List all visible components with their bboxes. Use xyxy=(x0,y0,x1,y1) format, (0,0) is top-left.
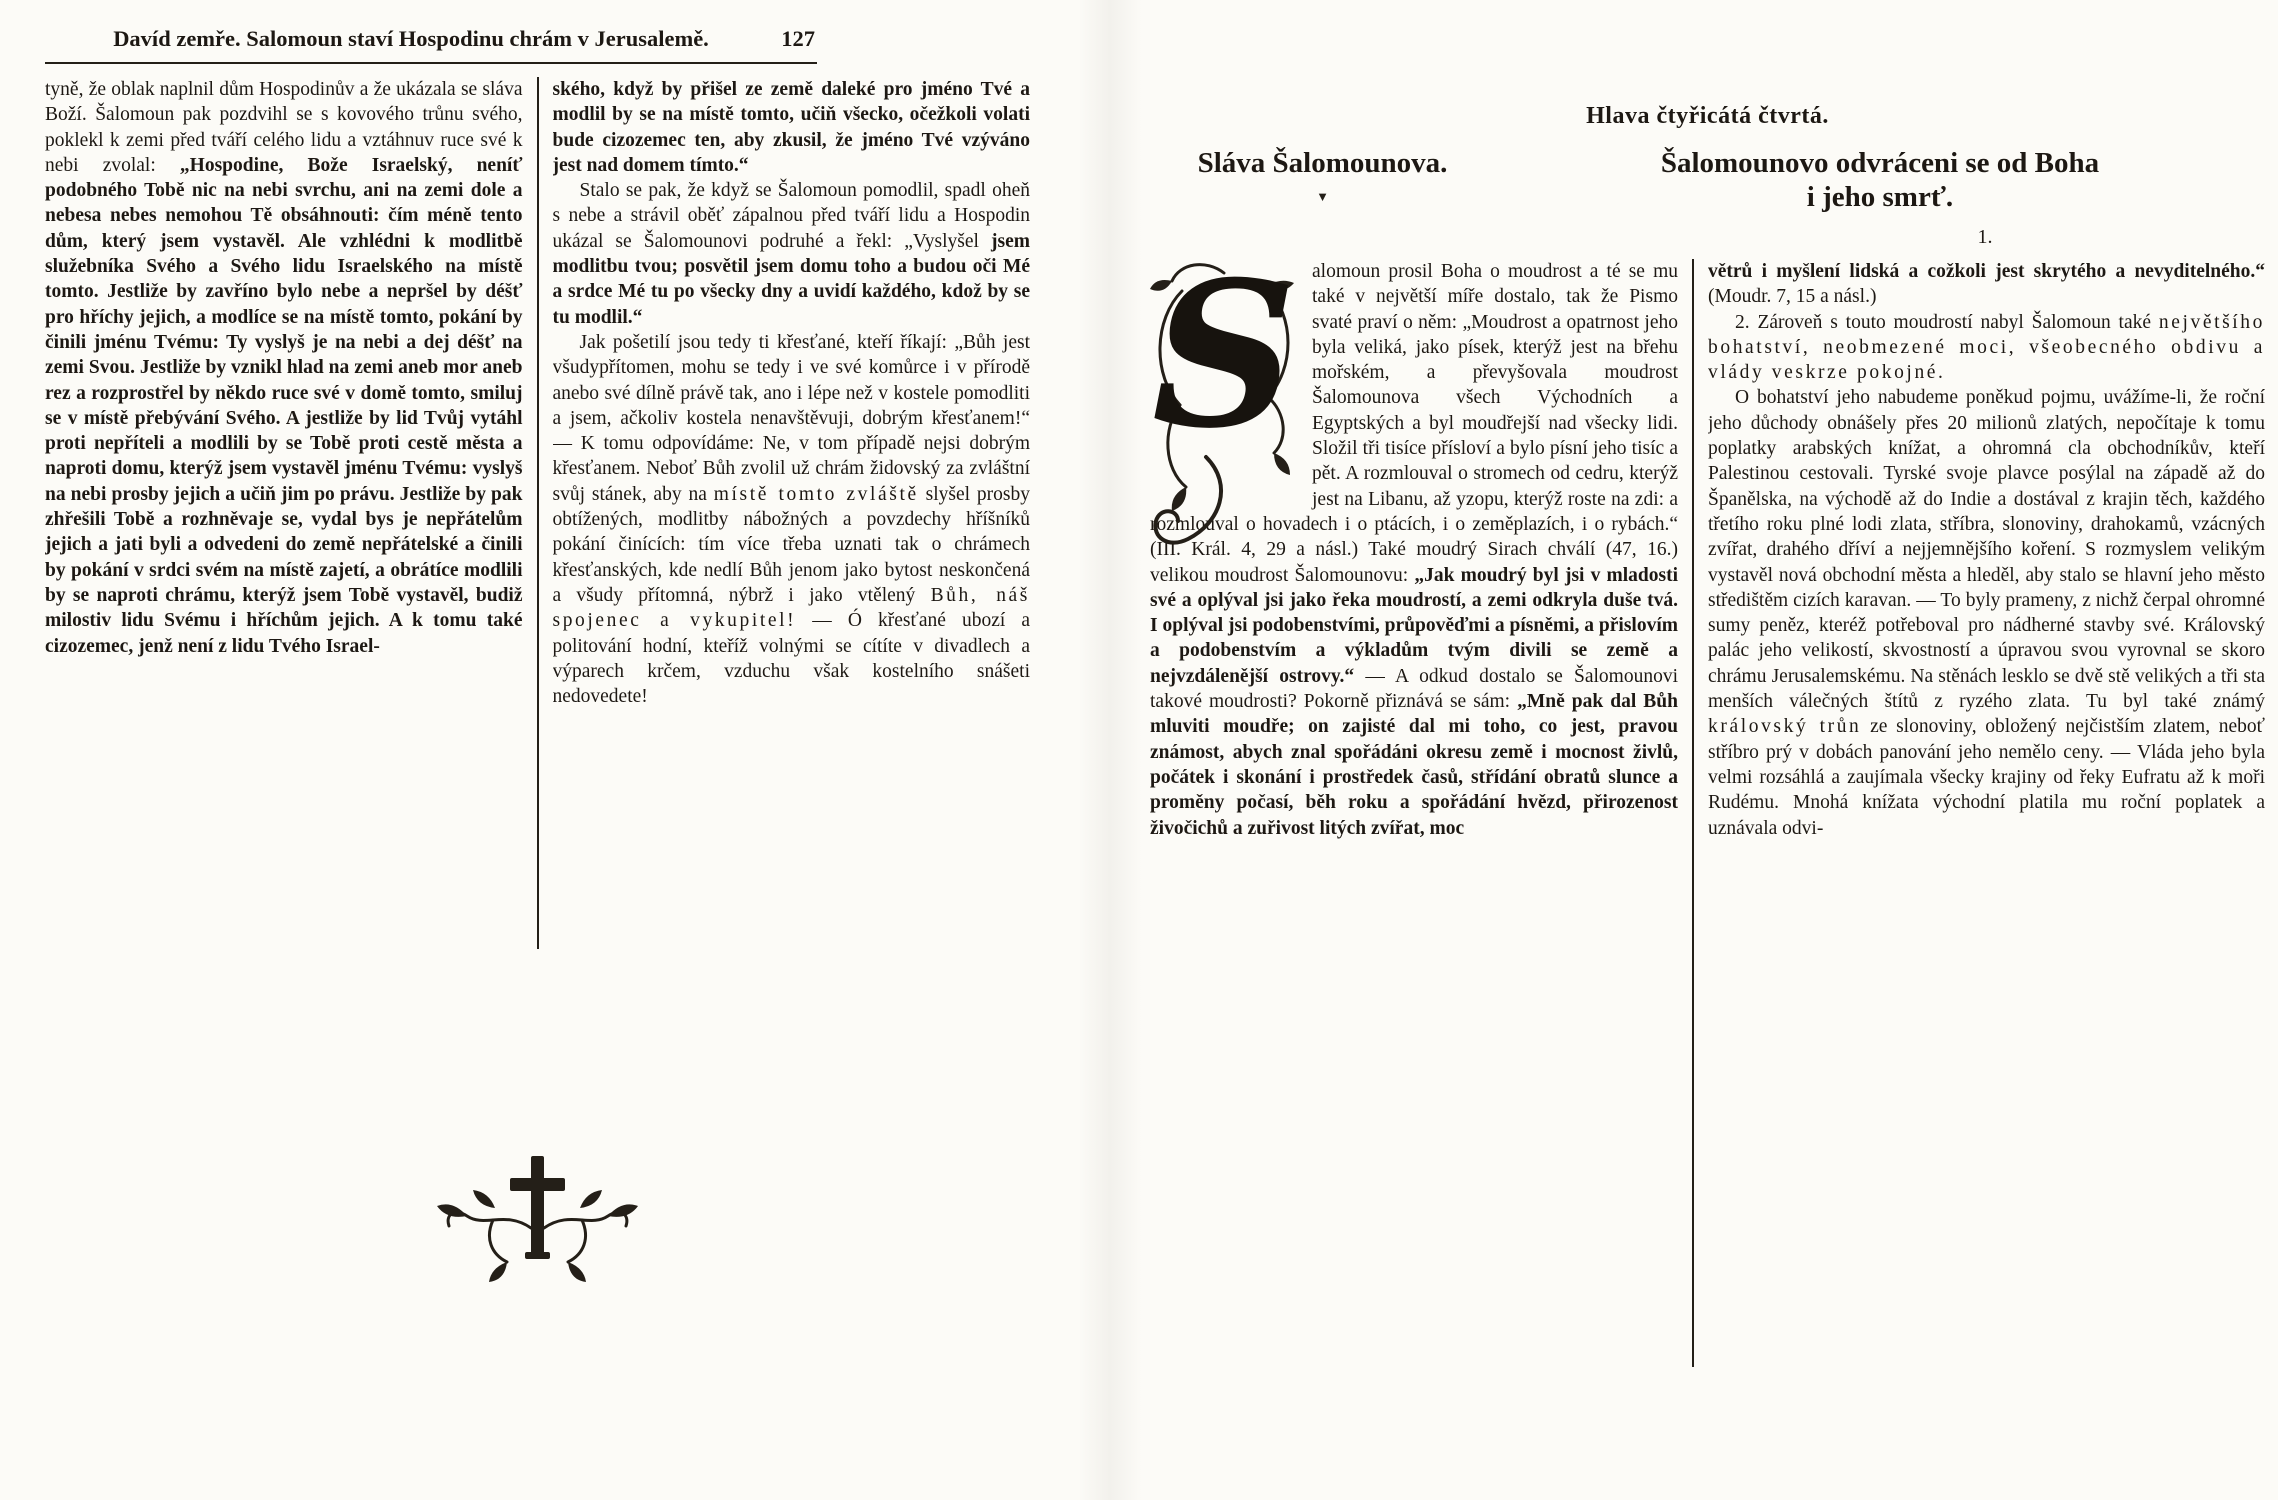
text-run: (Moudr. 7, 15 a násl.) xyxy=(1708,286,1877,308)
right-page xyxy=(1150,102,2265,1452)
right-page-column-1 xyxy=(1150,238,1678,1367)
chapter-title-left-text: Sláva Šalomounova. xyxy=(1197,147,1448,179)
text-run: 2. Zároveň s touto moudrostí nabyl Šalomoun také xyxy=(1735,311,2159,333)
chapter-title-line2: i jeho smrť. xyxy=(1806,181,1954,213)
chapter-heading: Hlava čtyřicátá čtvrtá. xyxy=(1586,103,1829,129)
text-run: O bohatství jeho nabudeme poněkud pojmu, uvážíme-li, že roční jeho důchody obnášely přes 20 milionů zlatých, nepočítaje k tomu poplatky arabských knížat, a ohromná cla obchodníkův, kteří Palestinou cestovali. Tyrské svoje plavce posýlal na západě až do Španělska, na východě až do Indie a dostával z krajin těch, každého třetího roku plné lodi zlata, stříbra, slonoviny, drahokamů, vzácných zvířat, drahého dříví a nejjemnějšího koření. S rozmyslem velikým vystavěl nová obchodní města a hleděl, aby stalo se hlavní jeho město středištěm cizích karavan. — To byly prameny, z nichž čerpal ohromné sumy peněz, kteréž potřeboval pro nádherné stavby své. Královský palác jeho velikostí, skvostností a úpravou svou vyrovnal se skoro chrámu Jerusalemskému. Na stěnách lesklo se dvě stě velikých a tři sta menších válečných štítů z ryzého zlata. Tu byl také známý xyxy=(1708,387,2265,713)
chapter-title-right xyxy=(1495,146,2265,249)
text-run: místě tomto zvláště xyxy=(713,483,919,505)
left-page-column-1 xyxy=(45,77,523,949)
page-number: 127 xyxy=(781,26,815,51)
left-page-column-2 xyxy=(553,77,1031,949)
text-run: slyšel prosby obtížených, modlitby nábožných a povzdechy hříšníků pokání činících: tím více třeba uznati tak o chrámech křesťanských, kde nedlí Bůh jenom jako bytost neskončená a všudy přítomná, nýbrž i jako vtělený xyxy=(552,483,1030,606)
dropcap-letter: S xyxy=(1151,238,1297,473)
chapter-title xyxy=(1150,146,2265,249)
running-head-title: Davíd zemře. Salomoun staví Hospodinu chrám v Jerusalemě. xyxy=(113,26,709,51)
left-page xyxy=(45,22,1030,1452)
paragraph xyxy=(1708,385,2265,840)
left-page-columns xyxy=(45,77,1030,949)
text-run: ze slonoviny, obložený nejčistším zlatem, neboť stříbro prý v dobách panování jeho nemělo ceny. — Vláda jeho byla velmi rozsáhlá a zaujímala všecky krajiny od řeky Eufratu až k moři Rudému. Mnohá knížata východní platila mu roční poplatek a uznávala odvi- xyxy=(1708,716,2265,839)
chapter-title-left xyxy=(1150,146,1495,249)
page-gutter xyxy=(1078,0,1142,1500)
text-run: Jak pošetilí jsou tedy ti křesťané, kteří říkají: „Bůh jest všudypřítomen, mohu se tedy i ve své komůrce i v přírodě anebo své dílně právě tak, ano i lépe než v kostele pomodliti a jsem, ačkoliv kostela nenavštěvuji, dobrým křesťanem!“ — K tomu odpovídáme: Ne, v tom případě nejsi dobrým křesťanem. Neboť Bůh zvolil už chrám židovský za zvláštní svůj stánek, aby na xyxy=(552,331,1030,505)
paragraph xyxy=(553,330,1031,709)
text-run: — Ó křesťané ubozí a politování hodní, kteříž volnými se cítíte v divadlech a výparech krčem, vzduchu však kostelního snášeti nedovedete! xyxy=(552,610,1030,708)
text-run: největšího bohatství, neobmezené moci, všeobecného obdivu a vlády veskrze pokojné. xyxy=(1708,311,2265,384)
column-divider xyxy=(1692,259,1694,1367)
text-run: královský trůn xyxy=(1708,716,1862,738)
cross-with-vines-icon xyxy=(433,1150,643,1285)
text-run: „Hospodine, Bože Israelský, neníť podobného Tobě nic na nebi svrchu, ani na zemi dole a nebesa nebes nemohou Tě obsáhnouti: čím méně tento dům, který jsem vystavěl. Ale vzhlédni k modlitbě služebníka Svého a Svého lidu Israelského na místě tomto. Jestliže by zavříno bylo nebe a nepršel by déšť pro hříchy jejich, a modlíce se na místě tomto, pokání by činili jménu Tvému: Ty vyslyš je na nebi a dej déšť na zemi Svou. Jestliže by vznikl hlad na zemi aneb mor aneb rez a rozprostřel by někdo ruce své v domě tomto, smiluj se v místě přebývání Svého. A jestliže by lid Tvůj vytáhl proti nepříteli a modlili by se Tobě proti cestě města a naproti domu, kterýž jsem vystavěl jménu Tvému: vyslyš na nebi prosby jejich a učiň jim po právu. Jestliže by pak zhřešili Tobě a rozhněvaje se, vydal bys je nepřátelům jejich a jati byli a odvedeni do země nepřátelské a činili by pokání v srdci svém na místě zajetí, a obrátíce modlili by se naproti chrámu, kterýž jsem Tobě vystavěl, budiž milostiv lidu Svému i hříchům jejich. A k tomu také cizozemec, jenž není z lidu Tvého Israel- xyxy=(45,154,523,657)
paragraph xyxy=(553,77,1031,178)
running-head xyxy=(45,22,817,64)
illuminated-initial-s-icon xyxy=(1150,238,1300,491)
paragraph xyxy=(45,77,523,659)
text-run: jsem modlitbu tvou; posvětil jsem domu toho a budou oči Mé a srdce Mé tu po všecky dny a uvidí každého, kdož by se tu modlil.“ xyxy=(552,230,1030,328)
paragraph xyxy=(1708,310,2265,386)
text-run: tyně, že oblak naplnil dům Hospodinův a že ukázala se sláva Boží. Šalomoun pak pozdvihl se s kovového trůnu svého, poklekl k zemi před tváří celého lidu a vztáhnuv ruce své k nebi zvolal: xyxy=(45,79,523,176)
right-page-column-2 xyxy=(1708,259,2265,1367)
text-run: alomoun prosil Boha o moudrost a té se mu také v největší míře dostalo, tak že Pismo svaté praví o něm: „Moudrost a opatrnost jeho byla veliká, jako písek, kterýž jest na břehu mořském, a převyšovala moudrost Šalomounova všech Východních a Egyptských a byl moudřejší nad všecky lidi. Složil tři tisíce přísloví a bylo písní jeho tisíc a pět. A rozmlouval o stromech od cedru, kterýž jest na Libanu, až yzopu, kterýž roste na zdi: a rozmlouval o hovadech i o ptácích, i o zeměplazích, i o rybách.“ (III. Král. 4, 29 a násl.) Také moudrý Sirach chválí (47, 16.) velikou moudrost Šalomounovu: xyxy=(1150,261,1678,586)
section-number: 1. xyxy=(1977,226,1993,248)
text-run: ského, když by přišel ze země daleké pro jméno Tvé a modlil by se na místě tomto, učiň všecko, očežkoli volati bude cizozemec ten, aby zkusil, že jméno Tvé vzýváno jest nad domem tímto.“ xyxy=(552,79,1030,176)
right-page-columns xyxy=(1150,238,2265,1367)
fleuron-icon: ▼ xyxy=(1316,189,1329,204)
column-divider xyxy=(537,77,539,949)
text-run: Bůh, náš spojenec a vykupitel! xyxy=(552,584,1030,632)
text-run: větrů i myšlení lidská a cožkoli jest skrytého a nevyditelného.“ xyxy=(1708,261,2265,282)
paragraph xyxy=(1708,259,2265,310)
text-run: „Mně pak dal Bůh mluviti moudře; on zajisté dal mi toho, co jest, pravou známost, abych znal spořádáni okresu země i mocnost živlů, počátek i skonání i prostředek časů, střídání obratů slunce a proměny počasí, běh roku a spořádání hvězd, přirozenost živočichů a zuřivost litých zvířat, moc xyxy=(1150,691,1678,839)
cross-ornament xyxy=(45,1150,1030,1290)
text-run: „Jak moudrý byl jsi v mladosti své a oplýval jsi jako řeka moudrostí, a zemi odkryla duše tvá. I oplýval jsi podobenstvími, průpověďmi a písněmi, a přislovím a podobenstvím a výkladům tvým divili se země a nejvzdálenější ostrovy.“ xyxy=(1150,564,1678,687)
text-run: Stalo se pak, že když se Šalomoun pomodlil, spadl oheň s nebe a strávil oběť zápalnou před tváří lidu a Hospodin ukázal se Šalomounovi podruhé a řekl: „Vyslyšel xyxy=(552,180,1030,252)
chapter-title-line1: Šalomounovo odvráceni se od Boha xyxy=(1660,147,2100,179)
paragraph xyxy=(553,178,1031,330)
text-run: — A odkud dostalo se Šalomounovi takové moudrosti? Pokorně přiznává se sám: xyxy=(1150,665,1678,713)
